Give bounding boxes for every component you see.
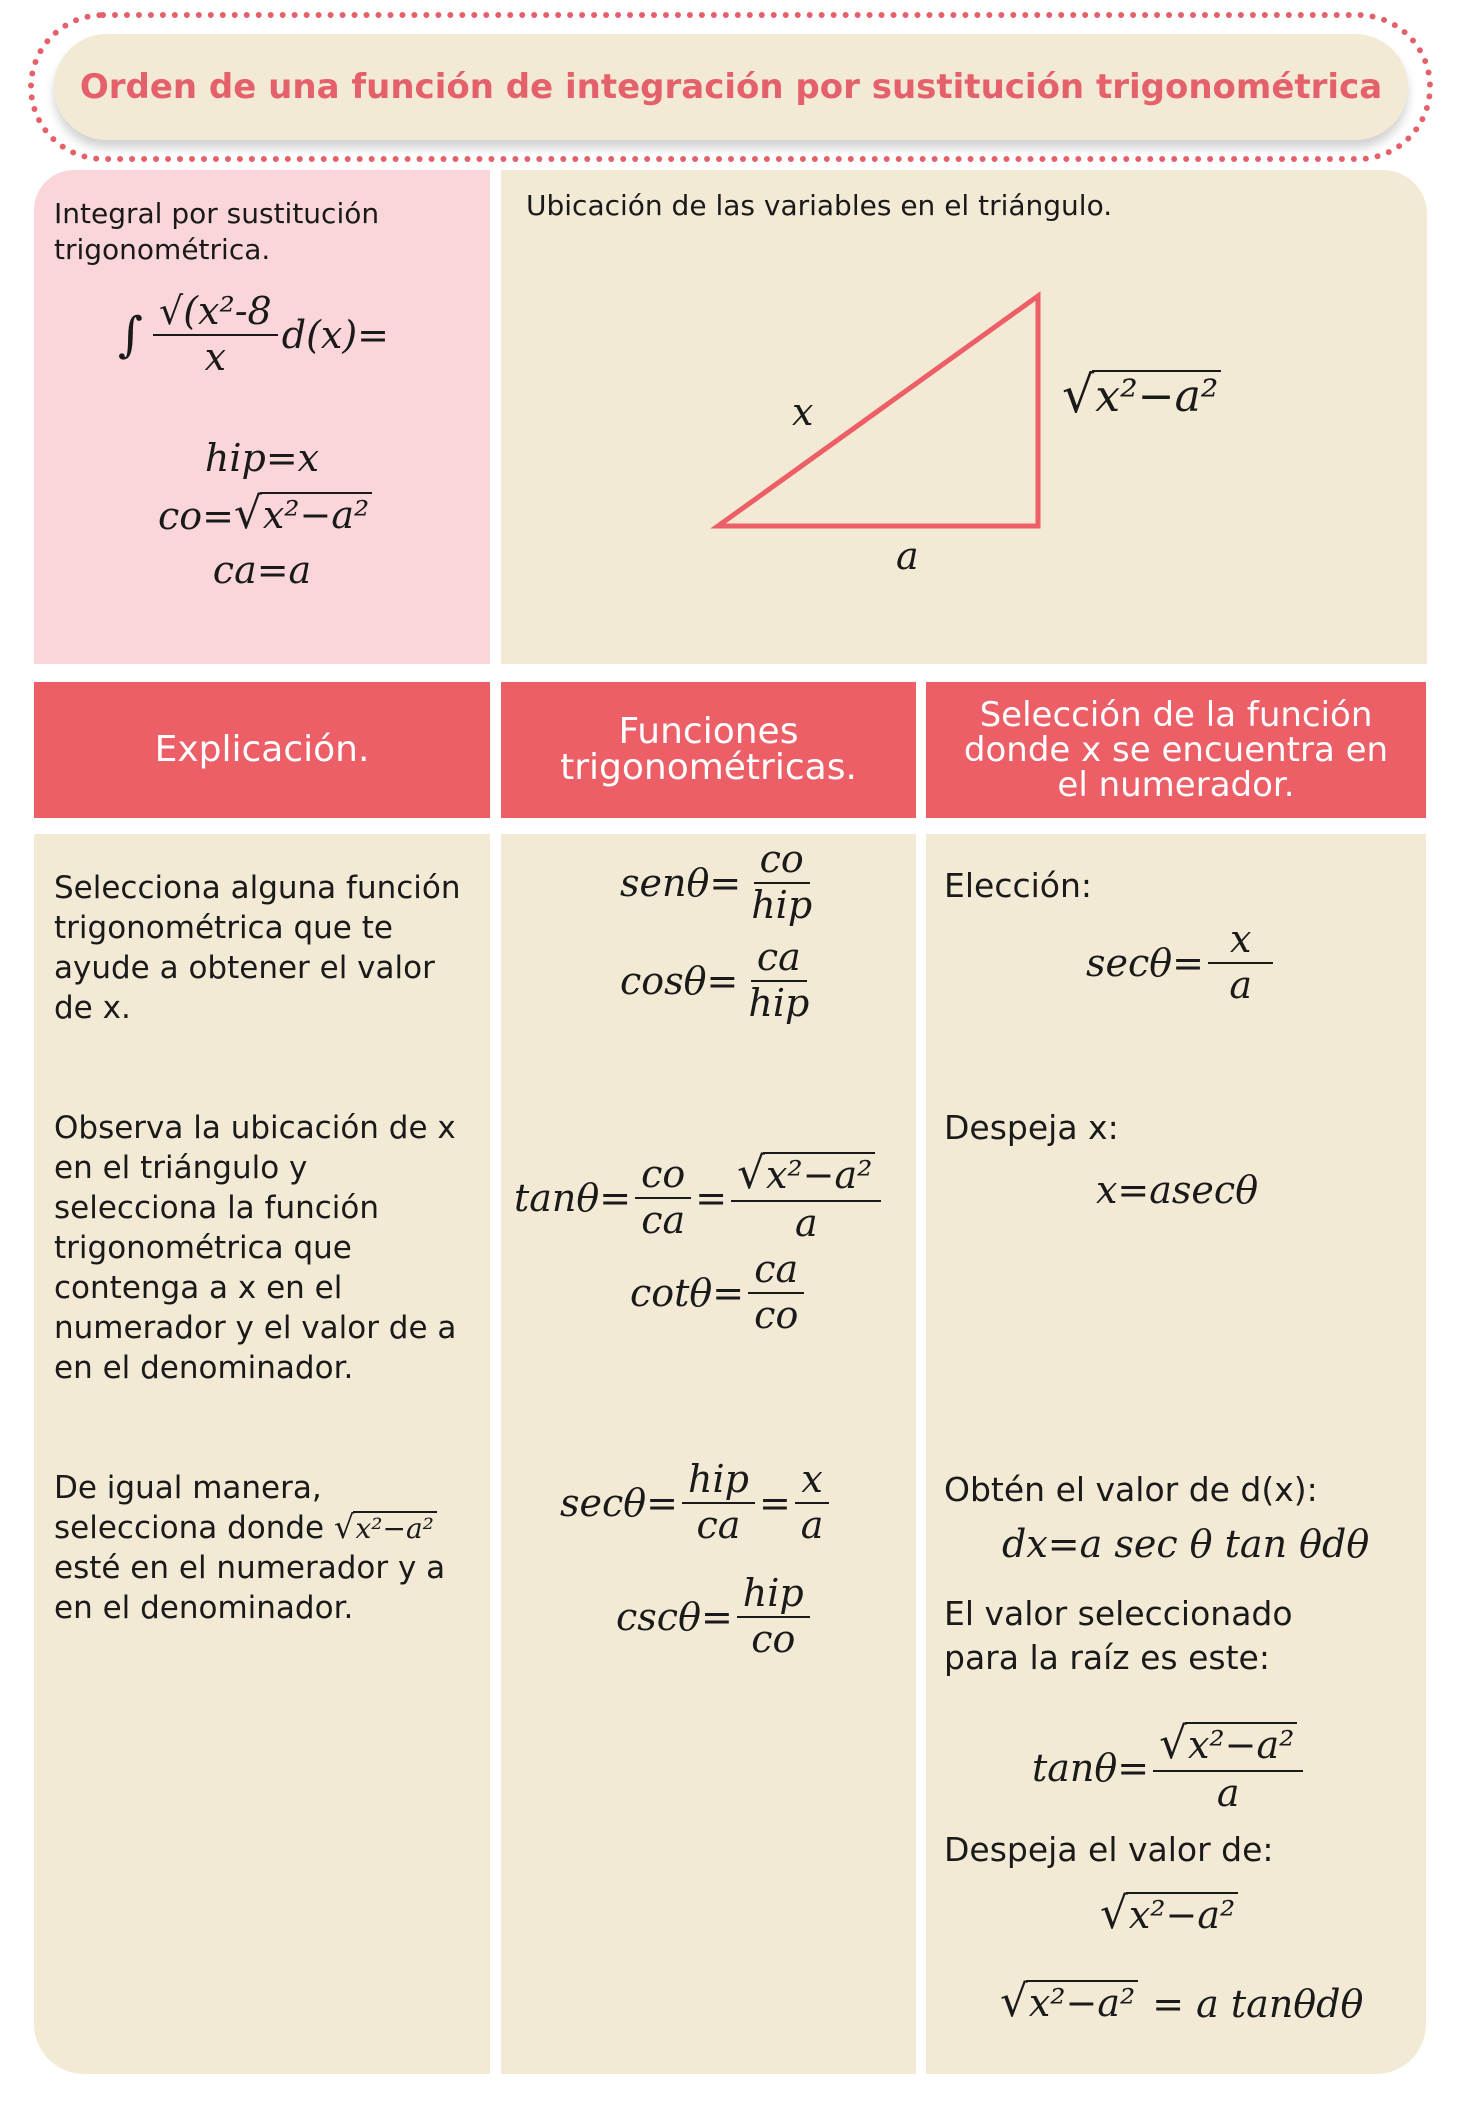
co-radicand: x²−a² [260,492,372,538]
triangle-heading: Ubicación de las variables en el triángulo. [526,189,1113,222]
paso-3-text-b: esté en el numerador y a en el denominador. [54,1550,446,1626]
co-equation [158,488,372,539]
cot-num: ca [748,1250,804,1294]
integral-differential: d(x)= [281,312,389,357]
integral-sign: ∫ [118,306,144,363]
tan-eq: = [695,1175,728,1220]
tan-num: co [635,1155,691,1199]
csc-den: co [751,1616,796,1661]
eleccion-label: Elección: [944,866,1093,905]
header-seleccion [926,682,1426,818]
csc-num: hip [737,1574,810,1618]
cot-lhs: cotθ= [630,1270,745,1315]
tan-num2: x²−a² [763,1152,875,1198]
sec-num2: x [795,1460,828,1504]
tan-seleccion-lhs: tanθ= [1032,1745,1150,1790]
dx-equation: dx=a sec θ tan θdθ [1002,1522,1370,1566]
paso-3-root: √ x²−a² [334,1511,437,1545]
tan-den: ca [641,1197,686,1242]
triangle-diagram [700,280,1060,540]
formula-sec [560,1457,833,1547]
final-radicand: x²−a² [1026,1980,1138,2026]
sec-lhs: secθ= [560,1480,678,1525]
explicacion-paso-2: Observa la ubicación de x en el triángulo y selecciona la función trigonométrica que contenga a x en el numerador y el valor de a en el denominador. [54,1110,457,1386]
valor-seleccionado-label: El valor seleccionado para la raíz es este: [944,1594,1293,1677]
eleccion-lhs: secθ= [1086,940,1204,985]
formula-csc [616,1571,814,1661]
final-equation: √ x²−a² = a tanθdθ [1000,1976,1364,2027]
header-funciones-label: Funciones trigonométricas. [560,711,857,788]
tan-seleccion-num: x²−a² [1185,1722,1297,1768]
formula-sen [620,837,822,927]
eleccion-den: a [1229,962,1253,1007]
cos-den: hip [748,980,810,1025]
integral-expression [118,289,389,379]
title-banner [54,34,1408,140]
right-triangle [718,296,1038,526]
cos-num: ca [751,938,807,982]
obten-dx-label: Obtén el valor de d(x): [944,1470,1318,1509]
header-funciones [501,682,916,818]
formula-cos [620,935,819,1025]
co-root: √ x²−a² [234,492,372,538]
tan-den2: a [794,1200,818,1245]
eleccion-num: x [1208,920,1273,964]
cot-den: co [754,1292,799,1337]
ca-equation: ca=a [212,548,312,592]
tan-lhs: tanθ= [514,1175,632,1220]
integral-heading: Integral por sustitución trigonométrica. [54,197,380,266]
despeja-x-label: Despeja x: [944,1108,1119,1147]
sec-den2: a [800,1502,824,1547]
tan-seleccion-formula: tanθ= √ x²−a² a [1032,1722,1307,1814]
triangle-side-radicand: x²−a² [1092,370,1221,423]
formula-cot [630,1247,808,1337]
triangle-base-label: a [896,534,919,578]
sen-num: co [754,840,810,884]
co-label: co= [158,493,234,538]
root-expression: √ x²−a² [1100,1892,1238,1938]
page-title: Orden de una función de integración por sustitución trigonométrica [79,67,1383,107]
explicacion-paso-1: Selecciona alguna función trigonométrica que te ayude a obtener el valor de x. [54,870,461,1026]
csc-lhs: cscθ= [616,1594,733,1639]
sec-den: ca [696,1502,741,1547]
sec-eq: = [758,1480,791,1525]
header-seleccion-label: Selección de la función donde x se encuentra en el numerador. [963,694,1389,805]
integral-denominator: x [204,334,227,379]
root-radicand: x²−a² [1126,1892,1238,1938]
paso-3-text-a: De igual manera, selecciona donde [54,1470,325,1546]
integral-numerator: √(x²-8 [153,292,278,336]
sen-den: hip [751,882,813,927]
header-explicacion-label: Explicación. [154,729,370,770]
paso-3-radicand: x²−a² [353,1511,437,1545]
integral-fraction [153,289,278,379]
formula-tan: tanθ= $\frac{co}{ca}$ = √ x²−a² a [514,1152,885,1244]
sen-lhs: senθ= [620,860,742,905]
x-equation: x=asecθ [1096,1168,1259,1212]
triangle-hypotenuse-label: x [792,390,814,434]
header-explicacion [34,682,490,818]
despeja-valor-label: Despeja el valor de: [944,1830,1274,1869]
cos-lhs: cosθ= [620,958,739,1003]
seleccion-column [926,834,1426,2074]
sec-num: hip [682,1460,755,1504]
eleccion-formula [1086,917,1277,1007]
tan-seleccion-den: a [1216,1770,1240,1815]
explicacion-paso-3 [54,1468,484,1628]
final-rhs: = a tanθdθ [1152,1981,1364,2026]
hip-equation: hip=x [204,436,320,480]
triangle-side-label: √ x²−a² [1062,370,1221,423]
